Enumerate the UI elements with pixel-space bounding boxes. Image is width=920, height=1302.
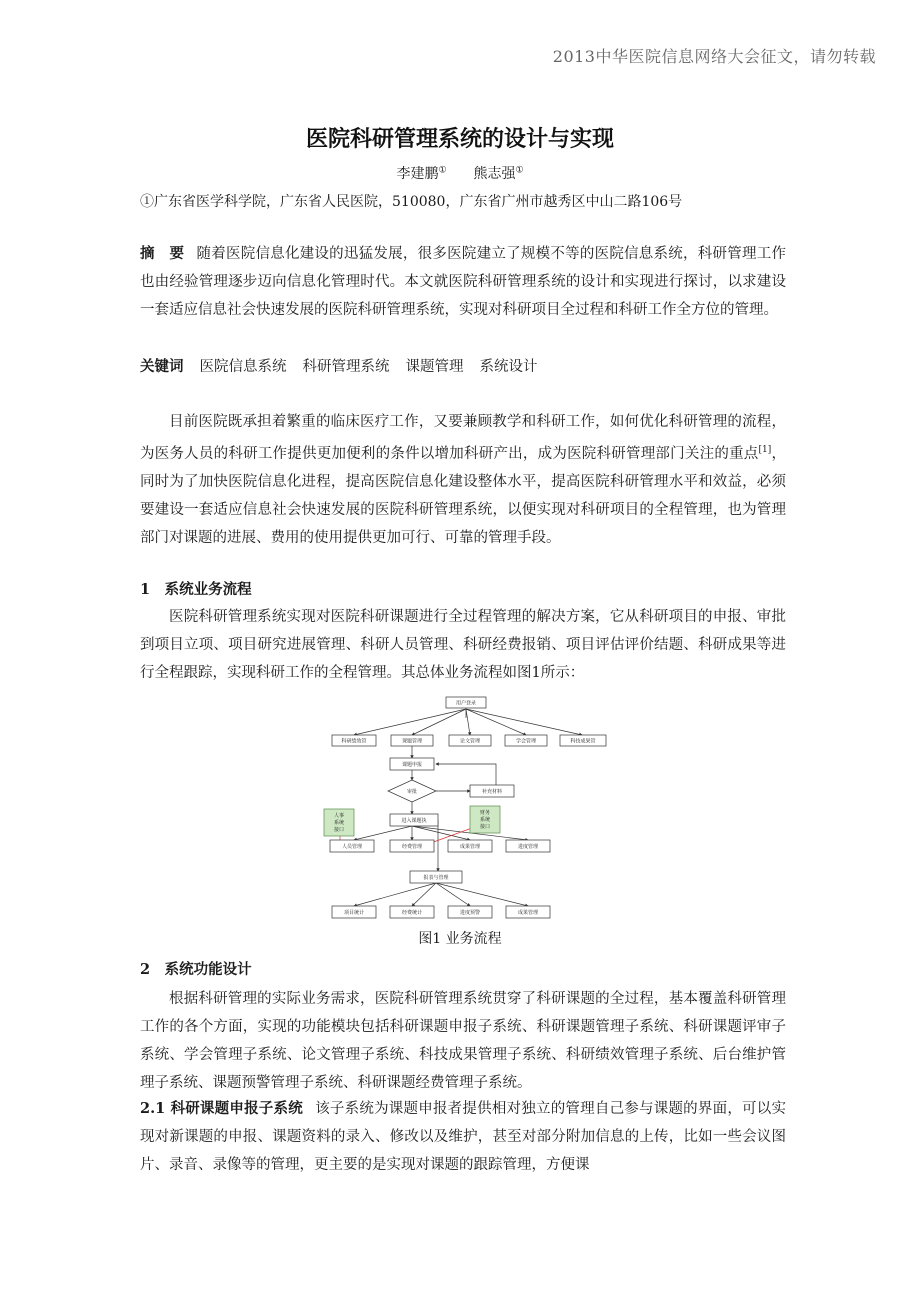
apply-label: 课题申报 — [401, 762, 423, 768]
bottom-label-1: 经费统计 — [401, 910, 423, 916]
keyword: 系统设计 — [479, 359, 538, 375]
bottom-label-2: 进度预警 — [459, 910, 481, 916]
section-1-text: 医院科研管理系统实现对医院科研课题进行全过程管理的解决方案，它从科研项目的申报、审批到项目立项、项目研究进展管理、科研人员管理、科研经费报销、项目评估评价结题、科研成果等进行全程跟踪，实现科研工作的全程管理。其总体业务流程如图1所示： — [140, 609, 786, 681]
keyword: 医院信息系统 — [199, 359, 287, 375]
mid-label-3: 进度管理 — [517, 844, 539, 850]
business-flow-diagram — [318, 688, 614, 928]
section-2-1-text: 该子系统为课题申报者提供相对独立的管理自己参与课题的界面，可以实现对新课题的申报、课题资料的录入、修改以及维护，甚至对部分附加信息的上传，比如一些会议图片、录音、录像等的管理，更主要的是实现对课题的跟踪管理，方便课 — [140, 1101, 786, 1173]
finance-interface-label: 系统 — [479, 817, 491, 823]
bottom-label-3: 成果管理 — [517, 910, 539, 916]
hr-interface-label: 接口 — [333, 827, 345, 833]
login-label: 用户登录 — [455, 700, 477, 707]
intro-paragraph — [140, 408, 786, 552]
section-2-text: 根据科研管理的实际业务需求，医院科研管理系统贯穿了科研课题的全过程，基本覆盖科研管理工作的各个方面，实现的功能模块包括科研课题申报子系统、科研课题管理子系统、科研课题评审子系统、学会管理子系统、论文管理子系统、科技成果管理子系统、科研绩效管理子系统、后台维护管理子系统、课题预警管理子系统、科研课题经费管理子系统。 — [140, 991, 786, 1091]
intro-text: 目前医院既承担着繁重的临床医疗工作，又要兼顾教学和科研工作，如何优化科研管理的流程，为医务人员的科研工作提供更加便利的条件以增加科研产出，成为医院科研管理部门关注的重点 — [140, 414, 786, 462]
authors — [0, 163, 920, 183]
abstract — [140, 240, 786, 324]
mid-label-0: 人员管理 — [341, 844, 363, 850]
keywords-label: 关键词 — [140, 358, 184, 375]
supplement-label: 补充材料 — [481, 789, 503, 795]
top-label-2: 论文管理 — [459, 738, 481, 745]
intro-text: ，同时为了加快医院信息化进程，提高医院信息化建设整体水平，提高医院科研管理水平和效益，必须要建设一套适应信息社会快速发展的医院科研管理系统，以便实现对科研项目的全程管理，也为管理部门对课题的进展、费用的使用提供更加可行、可靠的管理手段。 — [140, 445, 787, 546]
author-name: 熊志强 — [473, 166, 516, 182]
header-note: 2013中华医院信息网络大会征文，请勿转载 — [552, 47, 876, 66]
section-1-heading: 1 系统业务流程 — [140, 581, 252, 598]
keywords — [140, 353, 786, 381]
top-label-1: 课题管理 — [401, 738, 423, 745]
top-label-4: 科技成果管 — [570, 738, 596, 745]
report-label: 报表与管理 — [423, 875, 449, 881]
bottom-label-0: 项目统计 — [343, 910, 365, 916]
keyword: 科研管理系统 — [302, 359, 390, 375]
paper-title: 医院科研管理系统的设计与实现 — [305, 126, 614, 152]
top-label-3: 学会管理 — [515, 738, 537, 745]
abstract-label: 摘 要 — [140, 245, 185, 262]
mid-label-2: 成果管理 — [459, 844, 481, 850]
citation: [1] — [758, 445, 772, 455]
execute-label: 进入课题执 — [401, 818, 427, 824]
affiliation: ①广东省医学科学院，广东省人民医院，510080，广东省广州市越秀区中山二路106号 — [140, 194, 683, 210]
abstract-text: 随着医院信息化建设的迅猛发展，很多医院建立了规模不等的医院信息系统，科研管理工作也由经验管理逐步迈向信息化管理时代。本文就医院科研管理系统的设计和实现进行探讨，以求建设一套适应信息社会快速发展的医院科研管理系统，实现对科研项目全过程和科研工作全方位的管理。 — [140, 246, 786, 318]
author-mark: ① — [515, 165, 524, 176]
finance-interface-label: 财务 — [479, 810, 491, 816]
section-2-1-heading: 2.1 科研课题申报子系统 — [140, 1100, 303, 1117]
keyword: 课题管理 — [405, 359, 464, 375]
hr-interface-label: 系统 — [333, 820, 345, 826]
top-label-0: 科研绩效管 — [341, 738, 367, 745]
author-name: 李建鹏 — [396, 166, 439, 182]
approve-label: 审批 — [406, 789, 418, 795]
author-mark: ① — [438, 165, 447, 176]
section-2-heading: 2 系统功能设计 — [140, 961, 252, 978]
section-2-1-paragraph — [140, 1095, 786, 1179]
figure-caption: 图1 业务流程 — [418, 931, 502, 947]
mid-label-1: 经费管理 — [401, 844, 423, 850]
hr-interface-label: 人事 — [333, 813, 345, 819]
finance-interface-label: 接口 — [479, 824, 491, 830]
